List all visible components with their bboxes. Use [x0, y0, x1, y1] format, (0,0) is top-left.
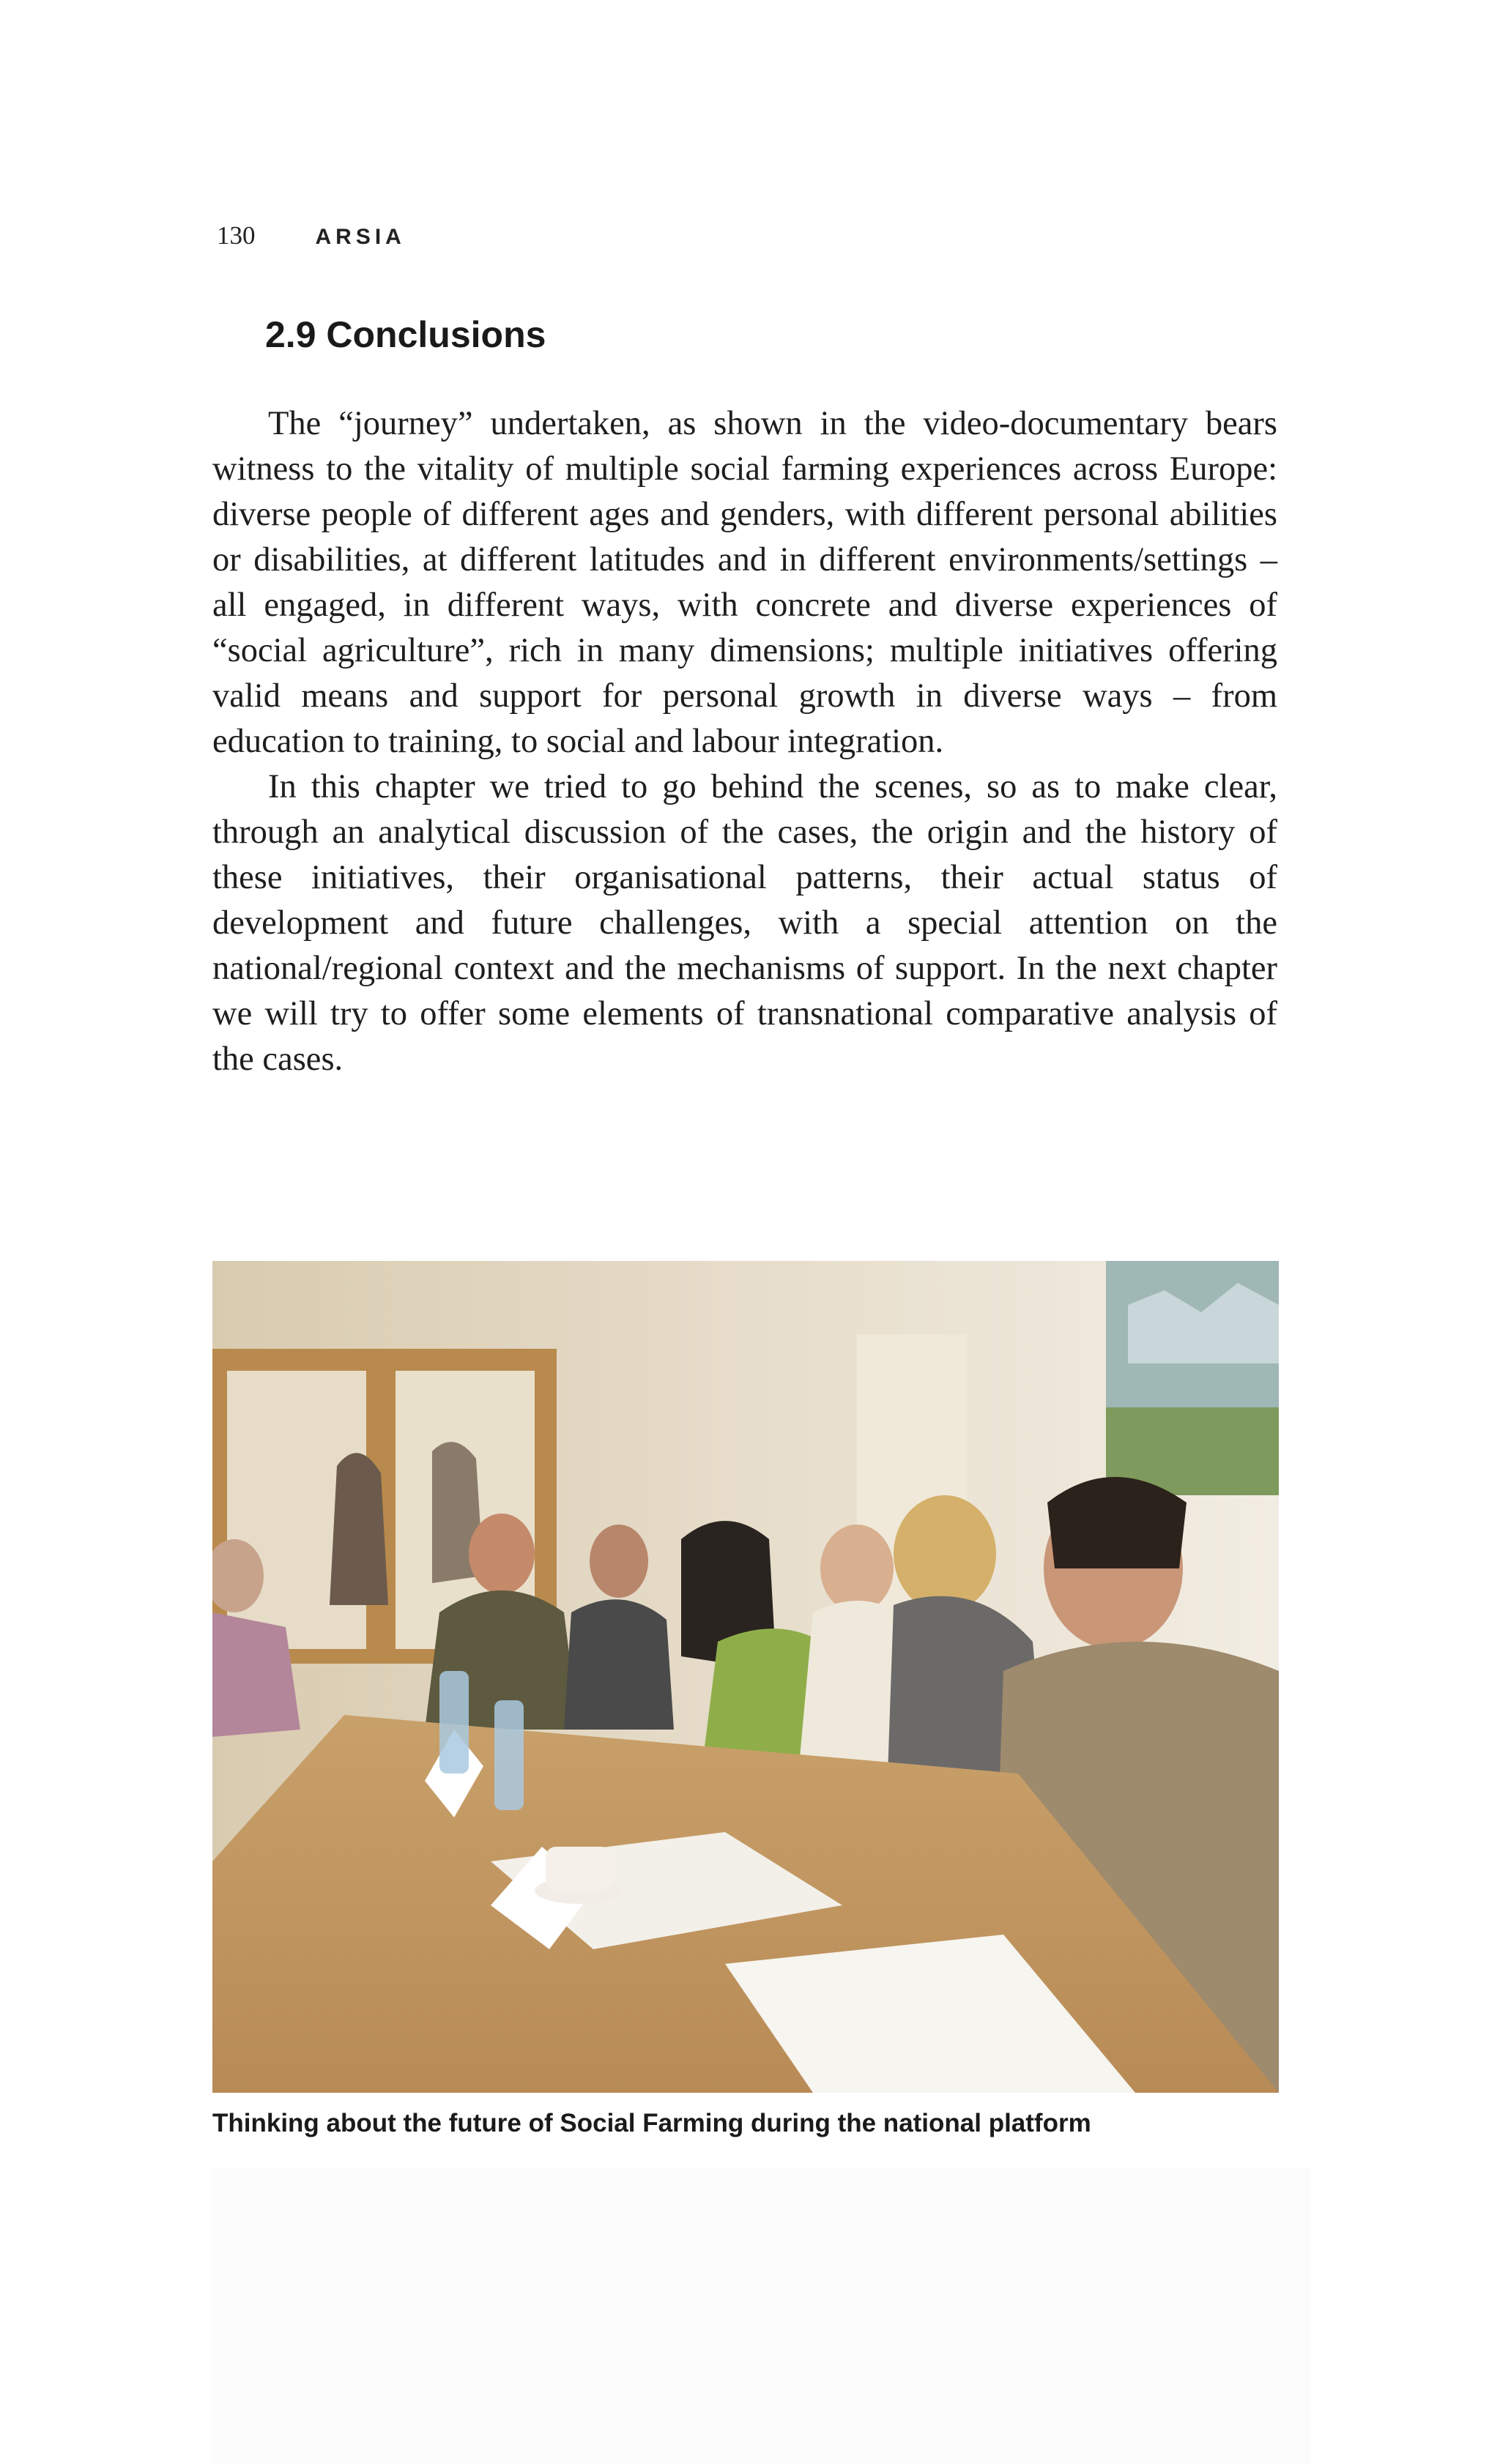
- page-number: 130: [217, 221, 256, 250]
- page-header: [217, 221, 406, 250]
- figure-caption: Thinking about the future of Social Farming during the national platform: [212, 2109, 1091, 2137]
- meeting-photo: [212, 1261, 1279, 2093]
- section-title: 2.9 Conclusions: [265, 314, 546, 355]
- body-text: [212, 401, 1277, 1082]
- paragraph-2: In this chapter we tried to go behind the scenes, so as to make clear, through an analytical discussion of the cases, the origin and the history of these initiatives, their organisational patterns, their actual status of development and future challenges, with a special attention on the national/regional context and the mechanisms of support. In the next chapter we will try to offer some elements of transnational comparative analysis of the cases.: [212, 768, 1277, 1078]
- paragraph-1: The “journey” undertaken, as shown in the video-documentary bears witness to the vitality of multiple social farming experiences across Europe: diverse people of different ages and genders, with different personal abilities or disabilities, at different latitudes and in different environments/settings – all engaged, in different ways, with concrete and diverse experiences of “social agriculture”, rich in many dimensions; multiple initiatives offering valid means and support for personal growth in diverse ways – from education to training, to social and labour integration.: [212, 405, 1277, 760]
- page-lower-shade: [212, 2167, 1311, 2464]
- running-head: ARSIA: [315, 225, 406, 249]
